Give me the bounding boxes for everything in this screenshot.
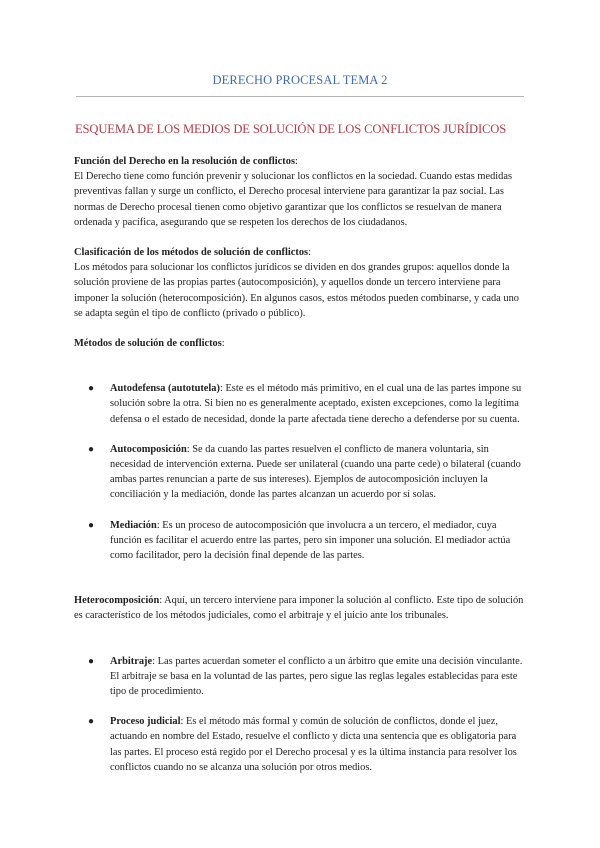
bullet-icon: ● [88, 519, 95, 531]
heading-metodos: Métodos de solución de conflictos [74, 338, 222, 350]
text-autocomposicion: Se da cuando las partes resuelven el conflicto de manera voluntaria, sin necesidad de intervención externa. Puede ser unilateral (cuando una parte cede) o bilateral (cuando ambas partes renuncian a parte de sus intereses). Ejemplos de autocomposición incluyen la conciliación y la mediación, donde las partes alcanzan un acuerdo por sí solas. [110, 443, 521, 501]
text-clasificacion: Los métodos para solucionar los conflictos jurídicos se dividen en dos grandes grupos: aquellos donde la solución proviene de las propias partes (autocomposición), y aquellos donde un tercero interviene para imponer la solución (heterocomposición). En algunos casos, estos métodos pueden combinarse, y cada uno se adapta según el tipo de conflicto (privado o público). [74, 262, 519, 319]
term-arbitraje: Arbitraje [110, 655, 153, 667]
bullet-icon: ● [88, 655, 95, 667]
paragraph-clasificacion [74, 245, 526, 321]
paragraph-heterocomposicion [74, 593, 526, 623]
text-autodefensa: Este es el método más primitivo, en el cual una de las partes impone su solución sobre la otra. Si bien no es generalmente aceptado, existen excepciones, como la legítima defensa o el estado de necesidad, donde la parte afectada tiene derecho a defenderse por su cuenta. [110, 383, 522, 425]
colon: : [156, 519, 160, 531]
heading-heterocomposicion: Heterocomposición [74, 595, 160, 607]
colon: : [159, 595, 163, 607]
list-item [74, 381, 526, 427]
list-heterocomposicion [74, 654, 526, 775]
colon: : [294, 156, 298, 167]
colon: : [186, 443, 190, 455]
paragraph-funcion [74, 154, 526, 230]
bullet-icon: ● [88, 443, 95, 455]
bullet-icon: ● [88, 383, 95, 395]
term-autodefensa: Autodefensa (autotutela) [110, 383, 220, 395]
term-autocomposicion: Autocomposición [110, 443, 187, 455]
list-item [74, 442, 526, 503]
colon: : [219, 383, 223, 395]
title-divider [76, 96, 524, 97]
text-mediacion: Es un proceso de autocomposición que involucra a un tercero, el mediador, cuya función es facilitar el acuerdo entre las partes, pero sin imponer una solución. El mediador actúa como facilitador, pero la decisión final depende de las partes. [110, 519, 511, 562]
text-arbitraje: Las partes acuerdan someter el conflicto a un árbitro que emite una decisión vinculante. El arbitraje se basa en la voluntad de las partes, pero sigue las reglas legales establecidas para este tipo de procedimiento. [110, 655, 523, 698]
colon: : [221, 338, 225, 350]
section-title: ESQUEMA DE LOS MEDIOS DE SOLUCIÓN DE LOS CONFLICTOS JURÍDICOS [75, 122, 507, 136]
paragraph-metodos-heading [74, 336, 526, 351]
text-heterocomposicion: Aquí, un tercero interviene para imponer la solución al conflicto. Este tipo de solución es característico de los métodos judiciales, como el arbitraje y el juicio ante los tribunales. [74, 595, 524, 622]
colon: : [180, 716, 184, 728]
list-item [74, 518, 526, 564]
term-proceso-judicial: Proceso judicial [110, 716, 181, 728]
text-funcion: El Derecho tiene como función prevenir y solucionar los conflictos en la sociedad. Cuando estas medidas preventivas fallan y surge un conflicto, el Derecho procesal interviene para garantizar la paz social. Las normas de Derecho procesal tienen como objetivo garantizar que los conflictos se resuelvan de manera ordenada y pacífica, asegurando que se respeten los derechos de los ciudadanos. [74, 171, 513, 228]
colon: : [152, 655, 156, 667]
heading-clasificacion: Clasificación de los métodos de solución de conflictos [74, 247, 309, 259]
document-title: DERECHO PROCESAL TEMA 2 [212, 73, 388, 87]
heading-funcion: Función del Derecho en la resolución de conflictos [74, 156, 295, 167]
list-item [74, 714, 526, 775]
document-body [74, 154, 526, 775]
colon: : [308, 247, 311, 259]
text-proceso-judicial: Es el método más formal y común de solución de conflictos, donde el juez, actuando en nombre del Estado, resuelve el conflicto y dicta una sentencia que es obligatoria para las partes. El proceso está regido por el Derecho procesal y es la última instancia para resolver los conflictos cuando no se alcanza una solución por otros medios. [110, 716, 517, 773]
term-mediacion: Mediación [110, 519, 157, 531]
list-metodos [74, 381, 526, 563]
list-item [74, 654, 526, 700]
bullet-icon: ● [88, 716, 95, 728]
